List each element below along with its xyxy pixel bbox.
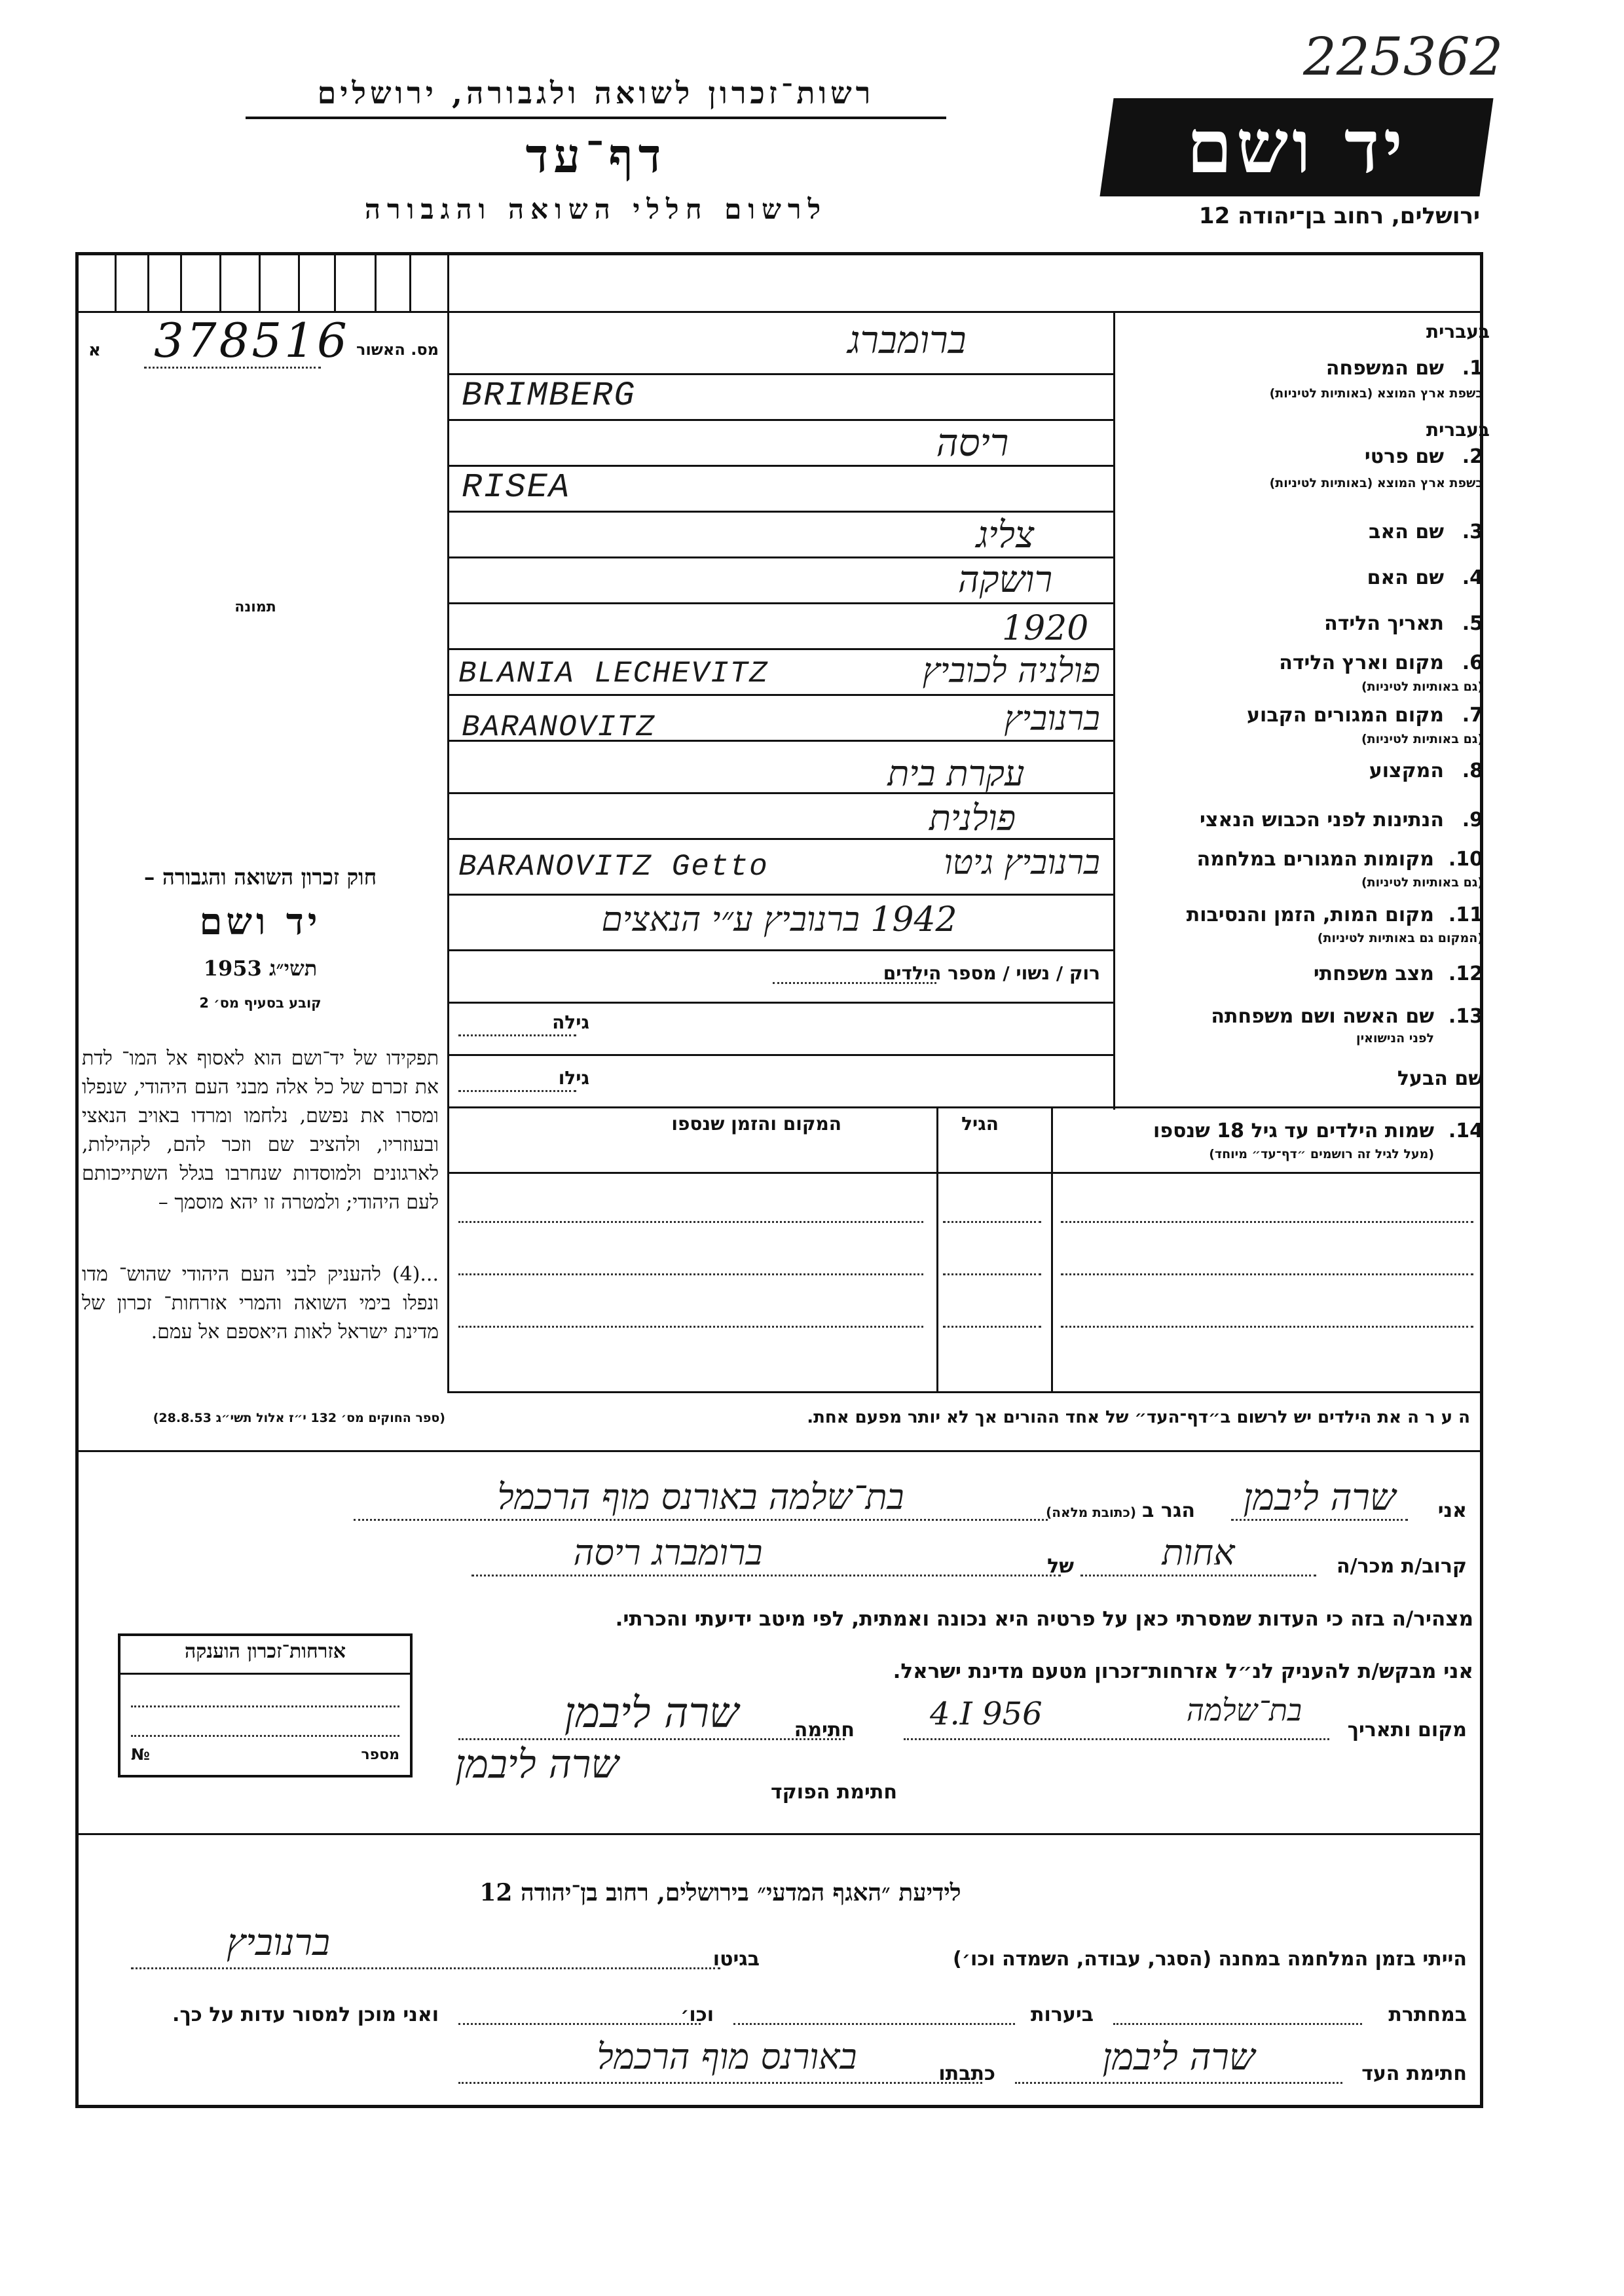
children-col-age: הגיל xyxy=(961,1113,999,1135)
marital-options: רוק / נשוי / מספר הילדים xyxy=(883,962,1100,984)
note-line: ה ע ר ה את הילדים יש לרשום ב״דף־העד״ של אחד ההורים אך לא יותר מפעם אחת. xyxy=(807,1408,1470,1427)
field-8-num: 8. xyxy=(1462,759,1483,782)
decl-relative-label: קרוב/ת מכר/ה xyxy=(1337,1555,1467,1578)
field-9-num: 9. xyxy=(1462,809,1483,831)
field-7-num: 7. xyxy=(1462,704,1483,727)
field-4-num: 4. xyxy=(1462,566,1483,589)
field-14-num: 14. xyxy=(1448,1120,1483,1142)
decl-of-value: ברומברג ריסה xyxy=(573,1532,763,1573)
law-text-1: תפקידו של יד־ושם הוא לאסוף אל המו־ לדת את זכרם של כל אלה מבני העם היהודי, שנפלו ומסרו את נפשם, נלחמו ומרדו באויב הנאצי ובעוזריו, ולהציב שם וזכר להם, לקהילות, לארגונים ולמוסדות שנחרבו בגלל השתייכותם לעם היהודי; ולמטרה זו יהא מוסמך – xyxy=(82,1047,439,1214)
address: ירושלים, רחוב בן־יהודה 12 xyxy=(1198,203,1480,229)
wartime-residence-latin: BARANOVITZ Getto xyxy=(458,850,769,884)
confirmation-prefix: א xyxy=(88,340,101,360)
left-panel-divider xyxy=(447,254,449,1393)
field-7-note: (גם באותיות לטיניות) xyxy=(1361,732,1483,746)
citizenship-title: אזרחות־זכרון הוענקה xyxy=(184,1640,346,1663)
authority-underline xyxy=(246,117,946,119)
confirmation-label: מס. האשור xyxy=(356,340,439,359)
bottom-ghetto-label: בגיטו xyxy=(712,1948,760,1971)
field-11-label: מקום המות, הזמן והנסיבות xyxy=(1186,903,1434,926)
field-2-num: 2. xyxy=(1462,445,1483,468)
decl-resident-note: (כתובת מלאה) xyxy=(1046,1504,1136,1520)
family-name-latin: BRIMBERG xyxy=(462,376,636,415)
field-1-tag: בעברית xyxy=(1426,321,1490,342)
field-8-label: המקצוע xyxy=(1369,759,1444,782)
citizenship-no-label: № xyxy=(131,1745,150,1764)
photo-label: תמונה xyxy=(234,599,276,615)
field-10-note: (גם באותיות לטיניות) xyxy=(1361,875,1483,890)
field-2-tag: בעברית xyxy=(1426,419,1490,441)
wartime-residence-hebrew: ברנוביץ גיטו xyxy=(944,843,1100,883)
children-note: (מעל לגיל זה רושמים ״דף־עד״ מיוחד) xyxy=(1209,1147,1434,1161)
bottom-ready-text: ואני מוכן למסור עדות על כך. xyxy=(172,2003,439,2026)
field-13-note: לפני הנישואין xyxy=(1356,1031,1434,1046)
decl-officer-label: חתימת הפוקד xyxy=(771,1781,897,1804)
decl-signature-value: שרה ליבמן xyxy=(564,1689,739,1738)
bottom-forests-label: ביערות xyxy=(1031,2003,1094,2026)
field-13-label: שם האשה ושם משפחתה xyxy=(1211,1005,1434,1028)
field-12-num: 12. xyxy=(1448,962,1483,985)
decl-place-value: בת־שלמה xyxy=(1186,1692,1302,1728)
citizenship-number-label: מספר xyxy=(361,1747,399,1763)
law-year: תשי״ג 1953 xyxy=(203,956,318,981)
residence-hebrew: ברנוביץ xyxy=(1004,699,1100,738)
birth-date: 1920 xyxy=(1002,609,1089,648)
field-1-num: 1. xyxy=(1462,357,1483,380)
law-name: יד ושם xyxy=(199,900,322,943)
decl-statement: מצהיר/ה בזה כי העדות שמסרתי כאן על פרטיה היא נכונה ואמתית, לפי מיטב ידיעתי והכרתי. xyxy=(615,1607,1473,1631)
first-name-hebrew: ריסה xyxy=(936,420,1009,465)
death-details: 1942 ברנוביץ ע״י הנאצים xyxy=(601,900,957,939)
form-title: דף־עד xyxy=(525,128,667,183)
bottom-address-value: באורנס מוף הרכמל xyxy=(597,2036,857,2077)
birth-place-latin: BLANIA LECHEVITZ xyxy=(458,657,769,691)
decl-officer-signature: שרה ליבמן xyxy=(455,1741,619,1787)
children-col-place: המקום והזמן שנספו xyxy=(671,1113,841,1135)
field-1-note: בשפת ארץ המוצא (באותיות לטיניות) xyxy=(1269,386,1483,401)
bottom-etc-label: וכו׳ xyxy=(680,2003,714,2026)
field-1-label: שם המשפחה xyxy=(1325,357,1444,380)
field-6-note: (גם באותיות לטיניות) xyxy=(1361,680,1483,694)
field-2-label: שם פרטי xyxy=(1364,445,1444,468)
birth-place-hebrew: פולניה לכוביץ xyxy=(922,651,1100,691)
decl-request: אני מבקש/ת להעניק לנ״ל אזרחות־זכרון מטעם מדינת ישראל. xyxy=(893,1660,1473,1683)
family-name-hebrew: ברומברג xyxy=(847,318,967,362)
field-13-num: 13. xyxy=(1448,1005,1483,1028)
mother-name: רושקה xyxy=(957,558,1053,601)
bottom-ghetto-value: ברנוביץ xyxy=(227,1922,330,1964)
field-3-num: 3. xyxy=(1462,520,1483,543)
bottom-underground-label: במחתרת xyxy=(1388,2003,1467,2026)
decl-signature-label: חתימה xyxy=(794,1719,855,1741)
bottom-witness-value: שרה ליבמן xyxy=(1102,2036,1255,2079)
field-6-label: מקום וארץ הלידה xyxy=(1279,651,1444,674)
decl-address-value: בת־שלמה באורנס מוף הרכמל xyxy=(497,1476,904,1518)
field-11-num: 11. xyxy=(1448,903,1483,926)
authority-line: רשות־זכרון לשואה ולגבורה, ירושלים xyxy=(317,75,875,111)
bottom-address-label: כתבתו xyxy=(938,2062,995,2085)
field-12-label: מצב משפחתי xyxy=(1313,962,1434,985)
husband-label: שם הבעל xyxy=(1397,1067,1483,1090)
decl-i-label: אני xyxy=(1437,1499,1467,1522)
decl-relation-value: אחות xyxy=(1162,1532,1235,1573)
logo-text: יד ושם xyxy=(1186,104,1407,190)
field-2-note: בשפת ארץ המוצא (באותיות לטיניות) xyxy=(1269,476,1483,490)
bottom-witness-label: חתימת העד xyxy=(1361,2062,1467,2085)
residence-latin: BARANOVITZ xyxy=(462,710,656,744)
nationality: פולנית xyxy=(929,797,1016,839)
decl-place-date-label: מקום ותאריך xyxy=(1347,1719,1467,1741)
bottom-title: לידיעת ״האגף המדעי״ בירושלים, רחוב בן־יהודה 12 xyxy=(479,1879,961,1906)
form-subtitle: לרשום חללי השואה והגבורה xyxy=(364,193,828,225)
law-clause: קובע בסעיף מס׳ 2 xyxy=(199,995,322,1011)
field-3-label: שם האב xyxy=(1369,520,1444,543)
archive-number: 225362 xyxy=(1303,26,1504,87)
field-5-label: תאריך הלידה xyxy=(1324,612,1444,635)
wife-age-label: גילה xyxy=(552,1011,589,1033)
decl-of-label: של xyxy=(1047,1555,1074,1578)
label-column-divider xyxy=(1113,311,1115,1110)
field-7-label: מקום המגורים הקבוע xyxy=(1247,704,1444,727)
bottom-line1-label: הייתי בזמן המלחמה במחנה (הסגר, עבודה, השמדה וכו׳) xyxy=(953,1948,1467,1971)
field-9-label: הנתינות לפני הכבוש הנאצי xyxy=(1200,809,1444,831)
confirmation-number: 378516 xyxy=(154,313,350,368)
field-4-label: שם האם xyxy=(1367,566,1444,589)
field-11-note: (המקום גם באותיות לטיניות) xyxy=(1317,931,1483,945)
first-name-latin: RISEA xyxy=(462,468,571,507)
field-5-num: 5. xyxy=(1462,612,1483,635)
field-10-label: מקומות המגורים במלחמה xyxy=(1196,848,1434,871)
children-label: שמות הילדים עד גיל 18 שנספו xyxy=(1153,1120,1434,1142)
law-citation: (ספר החוקים מס׳ 132 י״ז אלול תשי״ג 28.8.53) xyxy=(153,1411,445,1425)
field-6-num: 6. xyxy=(1462,651,1483,674)
decl-resident-label: הגר ב xyxy=(1142,1499,1195,1522)
field-10-num: 10. xyxy=(1448,848,1483,871)
father-name: צליג xyxy=(976,514,1035,556)
law-text-2: ...(4) להעניק לבני העם היהודי שהוש־ מדו ונפלו בימי השואה והמרי אזרחות־ זכרון של מדינת ישראל לאות היאספם אל עמם. xyxy=(82,1263,439,1343)
decl-date-value: 4.I 956 xyxy=(930,1696,1043,1732)
law-title: חוק זכרון השואה והגבורה – xyxy=(143,864,377,890)
husband-age-label: גילו xyxy=(558,1067,589,1089)
occupation: עקרת בית xyxy=(887,753,1025,794)
decl-i-value: שרה ליבמן xyxy=(1243,1476,1396,1519)
